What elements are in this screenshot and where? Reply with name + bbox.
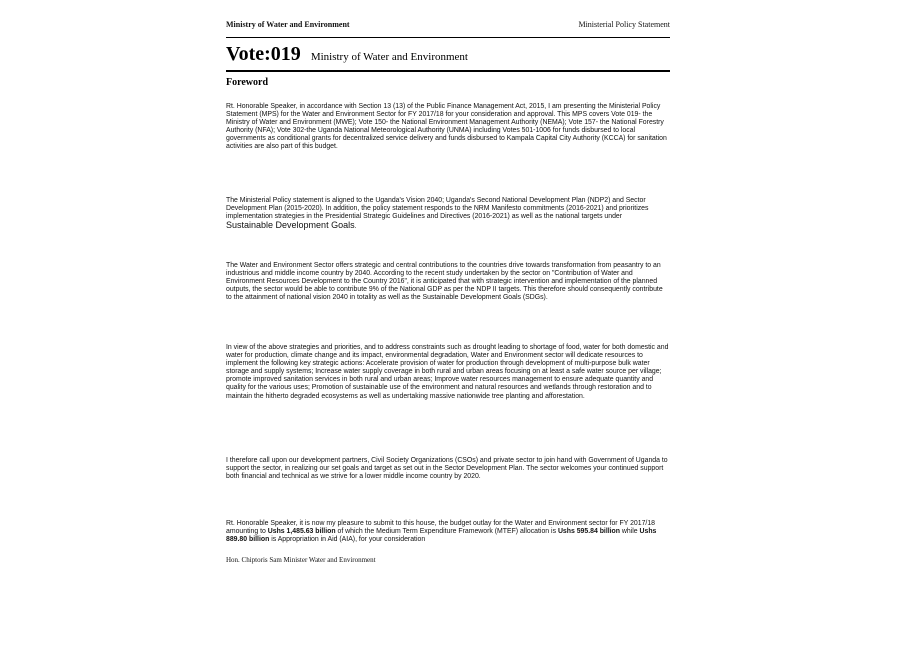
header-document-type: Ministerial Policy Statement [578,20,670,29]
running-header [226,20,670,32]
paragraph-4: In view of the above strategies and priorities, and to address constraints such as drought leading to shortage of food, water for both domestic and water for production, climate change and its impact, environmental degradation, Water and Environment sector will dedicate resources to implement the following key strategic actions: Accelerate provision of water for production through development of multi-purpose bulk water storage and supply systems; Increase water supply coverage in both rural and urban areas focusing on at least a safe water source per village; promote improved sanitation services in both rural and urban areas; Improve water resources management to ensure adequate quantity and quality for the various uses; Promotion of sustainable use of the environment and natural resources and wetlands through restoration and to maintain the hitherto degraded ecosystems as well as undertaking massive nationwide tree planting and afforestation. [226,344,669,400]
paragraph-2 [226,197,670,231]
paragraph-6-b: of which the Medium Term Expenditure Framework (MTEF) allocation is [337,528,557,536]
paragraph-5: I therefore call upon our development partners, Civil Society Organizations (CSOs) and private sector to join hand with Government of Uganda to support the sector, in realizing our set goals and target as set out in the Sector Development Plan. The sector welcomes your continued support both financial and technical as we strive for a lower middle income country by 2020. [226,457,668,481]
paragraph-6 [226,520,670,544]
sdg-term: Sustainable Development Goals [226,220,355,231]
vote-rule [226,70,670,72]
paragraph-6-d: is Appropriation in Aid (AIA), for your consideration [271,536,426,544]
paragraph-6-c: while [621,528,638,536]
paragraph-6-a: Rt. Honorable Speaker, it is now my pleasure to submit to this house, the budget outlay for the Water and Environment sector for FY 2017/18 amounting to [226,520,655,536]
total-budget-amount: Ushs 1,485.63 billion [267,528,336,536]
header-rule [226,37,670,38]
vote-number: Vote:019 [226,43,301,65]
paragraph-2-end: . [354,223,357,231]
signature-line: Hon. Chiptoris Sam Minister Water and Environment [226,556,376,564]
vote-heading [226,43,670,67]
header-ministry: Ministry of Water and Environment [226,20,350,29]
paragraph-1: Rt. Honorable Speaker, in accordance with Section 13 (13) of the Public Finance Management Act, 2015, I am presenting the Ministerial Policy Statement (MPS) for the Water and Environment Sector for FY 2017/18 for your consideration and approval. This MPS covers Vote 019- the Ministry of Water and Environment (MWE); Vote 150- the National Environment Management Authority (NEMA); Vote 157- the National Forestry Authority (NFA); Vote 302-the Uganda National Meteorological Authority (UNMA) including Votes 501-1006 for funds disbursed to local governments as conditional grants for decentralized service delivery and funds disbursed to Kampala Capital City Authority (KCCA) for sanitation activities are also part of this budget. [226,103,667,151]
paragraph-2-text: The Ministerial Policy statement is aligned to the Uganda's Vision 2040; Uganda's Second National Development Plan (NDP2) and Sector Development Plan (2015-2020). In addition, the policy statement responds to the NRM Manifesto commitments (2016-2021) and prioritizes implementation strategies in the Presidential Strategic Guidelines and Directives (2016-2021) as well as the national targets under [226,197,649,221]
aia-amount: Ushs 889.80 billion [226,528,657,544]
mtef-amount: Ushs 595.84 billion [557,528,620,536]
section-title: Foreword [226,77,269,88]
paragraph-3: The Water and Environment Sector offers strategic and central contributions to the countries drive towards transformation from peasantry to an industrious and middle income country by 2040. According to the recent study undertaken by the sector on "Contribution of Water and Environment Resources Development to the Country 2016", it is anticipated that with strategic intervention and implementation of the planned outputs, the sector would be able to contribute 9% of the National GDP as per the NDP II targets. This therefore should consequently contribute to the attainment of national vision 2040 in totality as well as the Sustainable Development Goals (SDGs). [226,262,663,302]
vote-ministry: Ministry of Water and Environment [310,51,468,63]
